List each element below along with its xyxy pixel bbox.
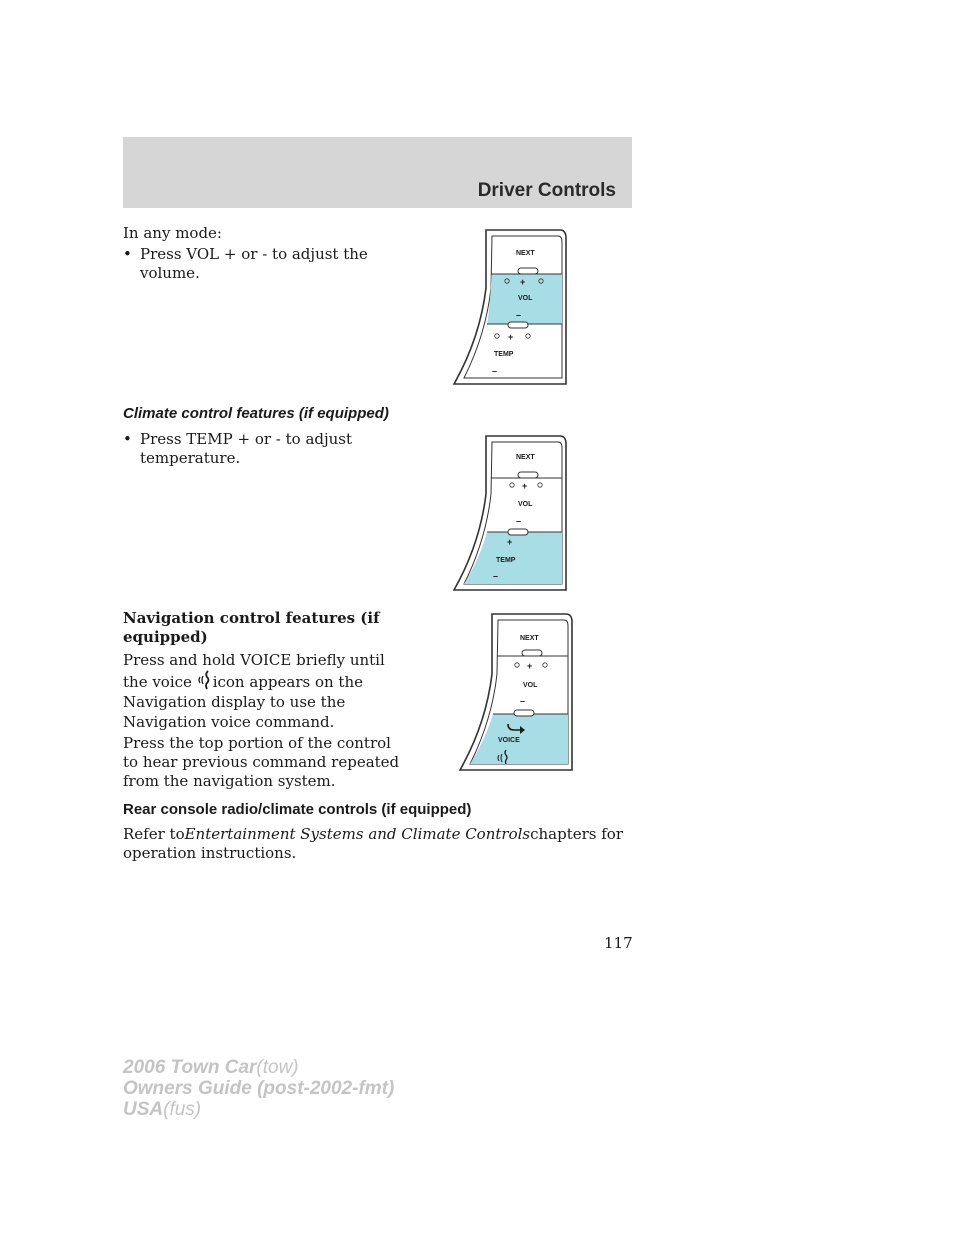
temp-instruction-line1: Press TEMP + or - to adjust: [140, 430, 353, 448]
header-band: [123, 137, 632, 208]
vol-label: VOL: [518, 501, 533, 508]
temp-plus-label: +: [507, 537, 513, 547]
vol-plus-label: +: [522, 481, 528, 491]
temp-label: TEMP: [494, 351, 514, 358]
vol-instruction-line2: volume.: [140, 264, 200, 282]
repeat-paragraph-line3: from the navigation system.: [123, 772, 336, 790]
temp-minus-label: –: [493, 571, 499, 581]
temp-instruction: [140, 430, 352, 468]
rear-console-heading: Rear console radio/climate controls (if equipped): [123, 801, 472, 818]
next-label: NEXT: [520, 635, 539, 642]
vol-plus-label: +: [527, 661, 533, 671]
vol-label: VOL: [518, 295, 533, 302]
next-label: NEXT: [516, 454, 535, 461]
bullet-icon: •: [123, 245, 132, 263]
voice-paragraph-line2a: the voice: [123, 673, 192, 691]
voice-paragraph-line4: Navigation voice command.: [123, 713, 335, 731]
footer-model: 2006 Town Car: [123, 1057, 257, 1078]
refer-line2: operation instructions.: [123, 844, 297, 862]
climate-heading: Climate control features (if equipped): [123, 405, 389, 422]
next-label: NEXT: [516, 250, 535, 257]
vol-minus-label: –: [520, 696, 526, 706]
voice-paragraph: [123, 650, 385, 732]
footer-guide: Owners Guide (post-2002-fmt): [123, 1078, 395, 1099]
footer: [123, 1057, 394, 1120]
steering-control-vol-illustration: [450, 228, 570, 388]
vol-plus-label: +: [520, 277, 526, 287]
refer-paragraph: [123, 825, 623, 863]
temp-minus-label: –: [492, 366, 498, 376]
repeat-paragraph: [123, 734, 399, 791]
voice-paragraph-line2b: icon appears on the: [212, 673, 363, 691]
vol-minus-label: –: [516, 310, 522, 320]
steering-control-temp-illustration: [450, 434, 570, 594]
navigation-heading-line1: Navigation control features (if: [123, 609, 380, 627]
navigation-heading: [123, 609, 380, 647]
page-number: 117: [604, 934, 633, 952]
vol-instruction: [140, 245, 368, 283]
navigation-heading-line2: equipped): [123, 628, 208, 646]
voice-paragraph-line1: Press and hold VOICE briefly until: [123, 651, 385, 669]
voice-label: VOICE: [498, 737, 520, 744]
footer-model-code: (tow): [256, 1057, 299, 1078]
vol-instruction-line1: Press VOL + or - to adjust the: [140, 245, 368, 263]
refer-suffix: chapters for: [530, 825, 624, 843]
vol-minus-label: –: [516, 516, 522, 526]
temp-plus-label: +: [508, 332, 514, 342]
temp-instruction-line2: temperature.: [140, 449, 241, 467]
temp-label: TEMP: [496, 557, 516, 564]
footer-market-code: (fus): [163, 1099, 202, 1120]
vol-label: VOL: [523, 682, 538, 689]
repeat-paragraph-line1: Press the top portion of the control: [123, 734, 391, 752]
intro-text: In any mode:: [123, 224, 222, 242]
bullet-icon: •: [123, 430, 132, 448]
voice-command-icon: [197, 670, 213, 690]
steering-control-voice-illustration: [456, 612, 576, 774]
refer-chapters: Entertainment Systems and Climate Controls: [184, 825, 531, 843]
voice-paragraph-line3: Navigation display to use the: [123, 693, 346, 711]
refer-prefix: Refer to: [123, 825, 185, 843]
footer-market: USA: [123, 1099, 164, 1120]
repeat-paragraph-line2: to hear previous command repeated: [123, 753, 400, 771]
page-title: Driver Controls: [477, 180, 616, 201]
